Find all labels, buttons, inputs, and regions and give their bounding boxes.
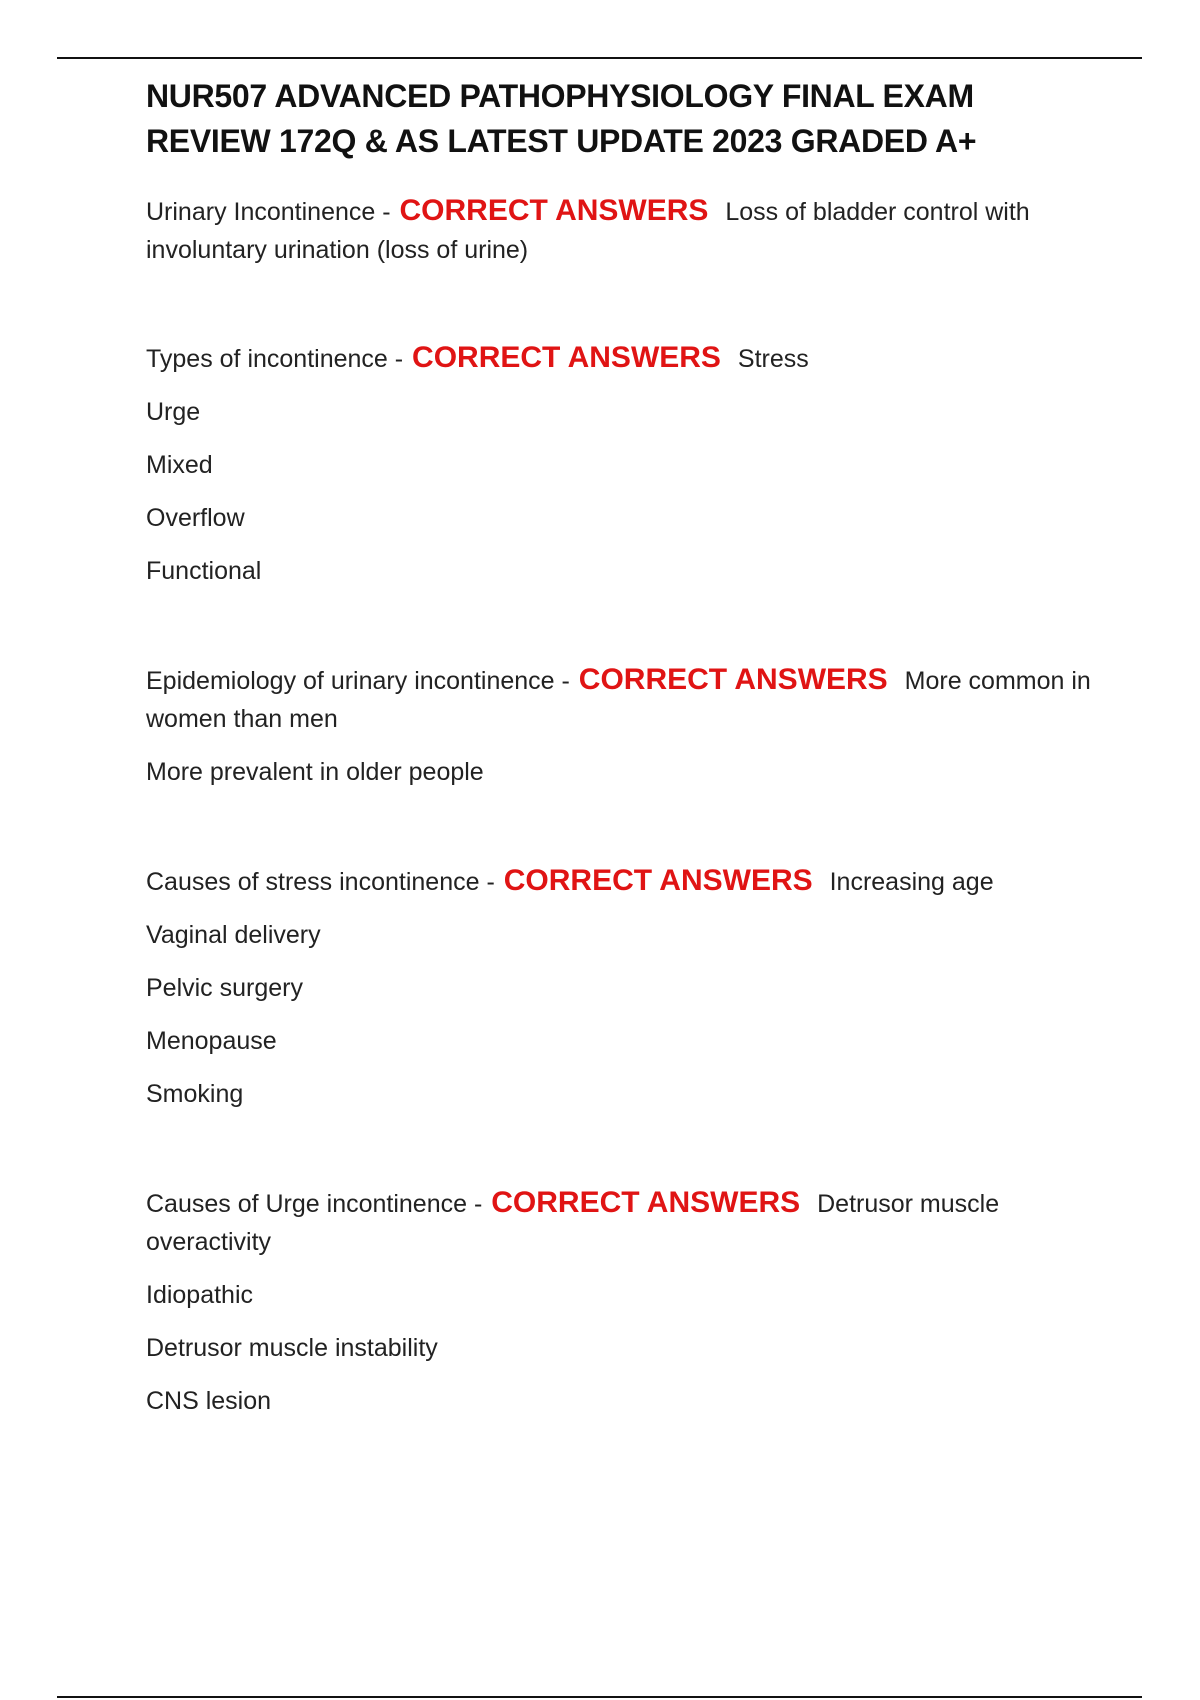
question-text: Causes of Urge incontinence - bbox=[146, 1190, 483, 1218]
answer-text: Detrusor muscle overactivity bbox=[146, 1190, 1000, 1256]
qa-entry bbox=[146, 862, 1106, 1112]
qa-line bbox=[146, 192, 1106, 269]
qa-line bbox=[146, 661, 1106, 738]
qa-line bbox=[146, 1184, 1106, 1261]
qa-entry bbox=[146, 1184, 1106, 1419]
list-item: Vaginal delivery bbox=[146, 921, 321, 949]
answer-text: Loss of bladder control with involuntary urination (loss of urine) bbox=[146, 198, 1030, 264]
document-page bbox=[146, 74, 1106, 1481]
list-item: Smoking bbox=[146, 1080, 244, 1108]
qa-entry bbox=[146, 661, 1106, 790]
correct-answers-tag: CORRECT ANSWERS bbox=[399, 194, 709, 227]
qa-line bbox=[146, 862, 1106, 901]
list-item: Detrusor muscle instability bbox=[146, 1334, 438, 1362]
question-text: Causes of stress incontinence - bbox=[146, 868, 495, 896]
top-rule bbox=[57, 57, 1142, 59]
list-item: Pelvic surgery bbox=[146, 974, 303, 1002]
list-item: Mixed bbox=[146, 451, 213, 479]
question-text: Types of incontinence - bbox=[146, 345, 404, 373]
correct-answers-tag: CORRECT ANSWERS bbox=[578, 663, 888, 696]
bottom-rule bbox=[57, 1696, 1142, 1698]
correct-answers-tag: CORRECT ANSWERS bbox=[503, 864, 813, 897]
list-item: More prevalent in older people bbox=[146, 758, 484, 786]
list-item: Urge bbox=[146, 398, 201, 426]
question-text: Urinary Incontinence - bbox=[146, 198, 391, 226]
answer-text: Stress bbox=[737, 345, 809, 373]
document-title: NUR507 ADVANCED PATHOPHYSIOLOGY FINAL EXAM REVIEW 172Q & AS LATEST UPDATE 2023 GRADED A+ bbox=[146, 78, 977, 159]
qa-line bbox=[146, 339, 1106, 378]
list-item: Functional bbox=[146, 557, 262, 585]
list-item: Overflow bbox=[146, 504, 245, 532]
list-item: Idiopathic bbox=[146, 1281, 254, 1309]
correct-answers-tag: CORRECT ANSWERS bbox=[491, 1186, 801, 1219]
question-text: Epidemiology of urinary incontinence - bbox=[146, 667, 570, 695]
list-item: CNS lesion bbox=[146, 1387, 272, 1415]
answer-text: Increasing age bbox=[829, 868, 994, 896]
list-item: Menopause bbox=[146, 1027, 277, 1055]
correct-answers-tag: CORRECT ANSWERS bbox=[412, 341, 721, 374]
answer-text: More common in women than men bbox=[146, 667, 1091, 733]
qa-entry bbox=[146, 192, 1106, 269]
qa-entry bbox=[146, 339, 1106, 589]
